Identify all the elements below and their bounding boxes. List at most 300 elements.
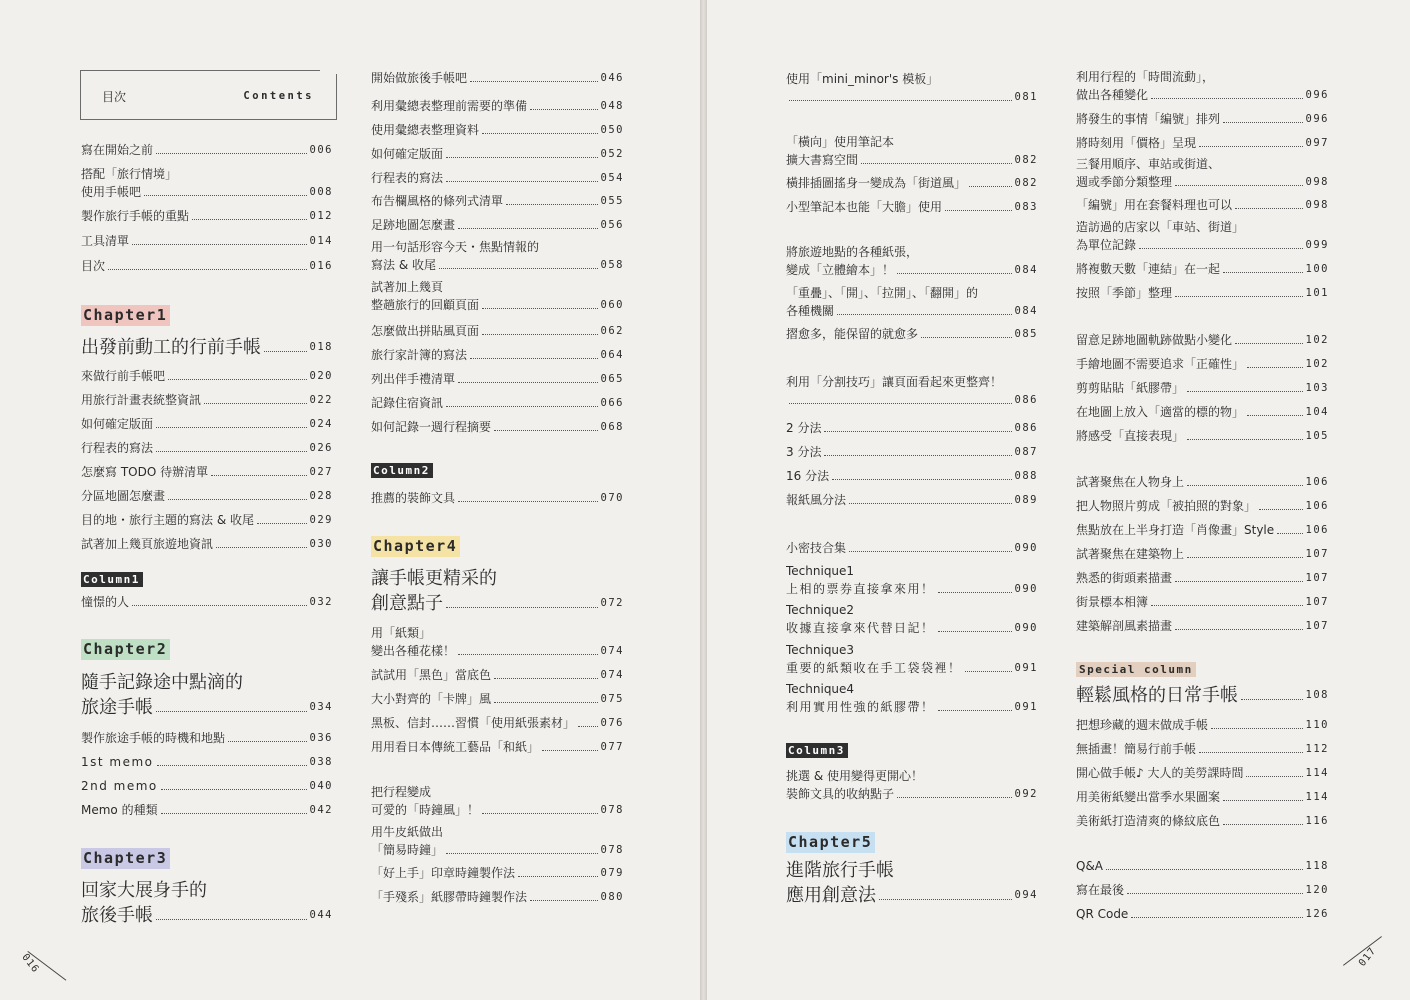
toc-entry (81, 777, 333, 795)
toc-leader-dots (1211, 728, 1303, 729)
toc-leader-dots (938, 631, 1012, 632)
toc-entry (371, 216, 624, 234)
toc-page-number: 108 (1305, 689, 1329, 701)
toc-page-number: 038 (309, 756, 333, 768)
toc-entry (81, 753, 333, 771)
toc-entry-row (786, 659, 1038, 677)
toc-page-number: 091 (1014, 662, 1038, 674)
toc-leader-dots (542, 750, 598, 751)
toc-entry (786, 491, 1038, 509)
toc-leader-dots (494, 430, 598, 431)
toc-entry-text-line: 試著加上幾頁 (371, 280, 444, 294)
toc-entry-row (1076, 284, 1329, 302)
toc-entry (81, 511, 333, 529)
toc-entry-row (371, 690, 624, 708)
toc-entry-title: 製作旅行手帳的重點 (81, 209, 190, 223)
toc-entry (371, 238, 624, 274)
toc-entry-title: 寫法 & 收尾 (371, 258, 436, 272)
toc-page-number: 087 (1014, 446, 1038, 458)
toc-leader-dots (938, 710, 1012, 711)
toc-entry (786, 680, 1038, 716)
toc-entry-lines (371, 823, 624, 841)
toc-entry (1076, 569, 1329, 587)
toc-page-number: 090 (1014, 542, 1038, 554)
toc-entry-title: 如何確定版面 (81, 417, 154, 431)
toc-entry-text-line: 將旅遊地點的各種紙張， (786, 245, 919, 259)
toc-entry (786, 443, 1038, 461)
toc-leader-dots (849, 503, 1012, 504)
toc-page-number: 102 (1305, 334, 1329, 346)
toc-page-number: 085 (1014, 328, 1038, 340)
toc-entry-row (1076, 134, 1329, 152)
toc-entry-lines (1076, 218, 1329, 236)
toc-entry-row (786, 419, 1038, 437)
toc-page-number: 116 (1305, 815, 1329, 827)
toc-entry (786, 373, 1038, 409)
toc-entry-text-line: 「橫向」使用筆記本 (786, 135, 895, 149)
toc-entry-title: 擴大書寫空間 (786, 153, 859, 167)
toc-leader-dots (789, 403, 1012, 404)
toc-page-number: 084 (1014, 305, 1038, 317)
toc-entry-title: 用美術紙變出當季水果圖案 (1076, 790, 1221, 804)
toc-entry-title: 輕鬆風格的日常手帳 (1076, 685, 1238, 706)
toc-entry-text-line: Technique3 (786, 643, 855, 657)
toc-entry-row (371, 841, 624, 859)
toc-page-number: 068 (600, 421, 624, 433)
toc-page-number: 086 (1014, 394, 1038, 406)
toc-entry-title: 週或季節分類整理 (1076, 175, 1173, 189)
toc-leader-dots (1151, 98, 1303, 99)
toc-page-number: 028 (309, 490, 333, 502)
toc-entry-row (786, 325, 1038, 343)
toc-leader-dots (439, 268, 598, 269)
toc-entry (1076, 764, 1329, 782)
toc-entry-title: 使用彙總表整理資料 (371, 123, 480, 137)
toc-entry-title: 推薦的裝飾文具 (371, 491, 456, 505)
right-page (707, 0, 1410, 1000)
toc-entry-row (81, 777, 333, 795)
toc-entry-row (786, 391, 1038, 409)
toc-entry (371, 489, 624, 507)
toc-leader-dots (1151, 605, 1303, 606)
toc-page-number: 052 (600, 148, 624, 160)
toc-entry (371, 394, 624, 412)
toc-page-number: 058 (600, 259, 624, 271)
book-gutter (700, 0, 707, 1000)
toc-entry-row (371, 121, 624, 139)
toc-leader-dots (108, 269, 307, 270)
toc-entry-title: 憧憬的人 (81, 595, 130, 609)
toc-entry-row (371, 591, 624, 616)
toc-leader-dots (458, 501, 598, 502)
toc-entry-title: 足跡地圖怎麼畫 (371, 218, 456, 232)
toc-entry-row (786, 151, 1038, 169)
toc-leader-dots (1223, 824, 1303, 825)
toc-entry-row (1076, 403, 1329, 421)
toc-entry (1076, 134, 1329, 152)
toc-entry-lines (786, 641, 1038, 659)
toc-page-number: 120 (1305, 884, 1329, 896)
toc-page-number: 077 (600, 741, 624, 753)
chapter2-title (81, 670, 333, 720)
toc-page-number: 016 (309, 260, 333, 272)
toc-page-number: 062 (600, 325, 624, 337)
toc-leader-dots (530, 900, 598, 901)
toc-entry (1076, 593, 1329, 611)
toc-entry (1076, 881, 1329, 899)
toc-leader-dots (211, 475, 306, 476)
toc-entry-title: 將感受「直接表現」 (1076, 429, 1185, 443)
toc-page-number: 030 (309, 538, 333, 550)
toc-page-number: 078 (600, 844, 624, 856)
toc-leader-dots (969, 186, 1012, 187)
toc-entry-row (371, 169, 624, 187)
toc-page-number: 114 (1305, 791, 1329, 803)
chapter4-title (371, 566, 624, 616)
toc-entry (786, 70, 1038, 106)
toc-entry-row (1076, 881, 1329, 899)
toc-entry (371, 624, 624, 660)
toc-leader-dots (446, 853, 598, 854)
toc-page-number: 098 (1305, 176, 1329, 188)
toc-entry-row (786, 785, 1038, 803)
toc-entry-title: 建築解剖風素描畫 (1076, 619, 1173, 633)
toc-page-number: 034 (309, 701, 333, 713)
toc-entry (371, 370, 624, 388)
toc-entry-row (786, 491, 1038, 509)
toc-entry-row (81, 232, 333, 250)
toc-entry-row (371, 394, 624, 412)
toc-page-number: 097 (1305, 137, 1329, 149)
toc-entry (1076, 218, 1329, 254)
toc-page-number: 107 (1305, 572, 1329, 584)
toc-entry (81, 463, 333, 481)
toc-entry-title: 在地圖上放入「適當的標的物」 (1076, 405, 1245, 419)
toc-entry-title: 黑板、信封……習慣「使用紙張素材」 (371, 716, 576, 730)
toc-entry (786, 467, 1038, 485)
toc-entry (371, 714, 624, 732)
toc-entry (786, 419, 1038, 437)
toc-entry-row (81, 753, 333, 771)
toc-entry-title: 重要的紙類收在手工袋袋裡！ (786, 661, 962, 675)
toc-entry-title: 行程表的寫法 (371, 171, 444, 185)
toc-page-number: 106 (1305, 524, 1329, 536)
toc-page-number: 014 (309, 235, 333, 247)
toc-leader-dots (446, 157, 598, 158)
toc-entry-title: 小型筆記本也能「大膽」使用 (786, 200, 943, 214)
toc-entry-text-line: Technique2 (786, 603, 855, 617)
toc-entry (1076, 812, 1329, 830)
toc-entry-text-line: 利用「分割技巧」讓頁面看起來更整齊！ (786, 375, 1003, 389)
toc-entry (371, 169, 624, 187)
toc-leader-dots (1259, 509, 1303, 510)
toc-entry-row (371, 97, 624, 115)
toc-page-number: 101 (1305, 287, 1329, 299)
toc-entry (371, 69, 624, 87)
toc-entry (786, 243, 1038, 279)
column3-tag: Column3 (786, 743, 848, 758)
toc-leader-dots (897, 273, 1012, 274)
toc-leader-dots (1131, 917, 1302, 918)
toc-entry-row (786, 619, 1038, 637)
toc-leader-dots (446, 406, 598, 407)
toc-entry (81, 257, 333, 275)
toc-entry-lines (371, 783, 624, 801)
toc-leader-dots (832, 479, 1011, 480)
toc-leader-dots (156, 711, 307, 712)
toc-entry-title: 收據直接拿來代替日記！ (786, 621, 935, 635)
toc-entry-title: 應用創意法 (786, 885, 876, 906)
toc-entry-row (786, 88, 1038, 106)
toc-entry (81, 232, 333, 250)
toc-leader-dots (921, 337, 1012, 338)
toc-leader-dots (945, 210, 1012, 211)
toc-leader-dots (824, 431, 1011, 432)
toc-entry-row (371, 418, 624, 436)
toc-entry-row (81, 415, 333, 433)
toc-leader-dots (458, 228, 598, 229)
toc-entry-row (81, 903, 333, 928)
toc-entry-row (81, 439, 333, 457)
toc-entry-title: 布告欄風格的條列式清單 (371, 194, 504, 208)
column1-tag: Column1 (81, 572, 143, 587)
toc-entry-lines (786, 373, 1038, 391)
toc-entry-row (371, 145, 624, 163)
toc-entry (1076, 497, 1329, 515)
toc-entry-title: 如何記錄一週行程摘要 (371, 420, 492, 434)
toc-entry-lines (1076, 155, 1329, 173)
toc-entry-row (371, 864, 624, 882)
left-page (0, 0, 700, 1000)
toc-entry-row (371, 666, 624, 684)
toc-entry-title: 寫在最後 (1076, 883, 1125, 897)
toc-entry-title: 出發前動工的行前手帳 (81, 337, 261, 358)
toc-entry (1076, 379, 1329, 397)
toc-page-number: 107 (1305, 548, 1329, 560)
toc-entry-lines (786, 70, 1038, 88)
toc-entry-row (1076, 740, 1329, 758)
toc-entry-row (786, 174, 1038, 192)
toc-leader-dots (156, 153, 307, 154)
contents-header-box (80, 70, 337, 120)
toc-entry (371, 783, 624, 819)
toc-entry-title: 旅後手帳 (81, 905, 153, 926)
special-column-title (1076, 683, 1329, 708)
toc-entry (371, 418, 624, 436)
toc-page-number: 024 (309, 418, 333, 430)
toc-entry-title: Memo 的種類 (81, 803, 158, 817)
toc-page-number: 106 (1305, 476, 1329, 488)
toc-entry-title: 如何確定版面 (371, 147, 444, 161)
toc-leader-dots (1106, 869, 1303, 870)
toc-entry-text-line: 造訪過的店家以「車站、街道」 (1076, 220, 1245, 234)
toc-entry-row (1076, 545, 1329, 563)
toc-page-number: 066 (600, 397, 624, 409)
toc-entry-title: 各種機關 (786, 304, 835, 318)
toc-entry (371, 322, 624, 340)
toc-page-number: 110 (1305, 719, 1329, 731)
toc-entry (786, 562, 1038, 598)
toc-entry-text-line: 把行程變成 (371, 785, 432, 799)
toc-entry (1076, 473, 1329, 491)
toc-entry-row (81, 511, 333, 529)
toc-page-number: 018 (309, 341, 333, 353)
toc-entry-title: 試試用「黑色」當底色 (371, 668, 492, 682)
toc-entry-title: 摺愈多，能保留的就愈多 (786, 327, 919, 341)
toc-entry-lines (786, 858, 1038, 883)
toc-page-number: 096 (1305, 89, 1329, 101)
toc-page-number: 032 (309, 596, 333, 608)
toc-entry-title: 街景標本相簿 (1076, 595, 1149, 609)
toc-entry-title: 目的地・旅行主題的寫法 & 收尾 (81, 513, 254, 527)
toc-entry-title: 「簡易時鐘」 (371, 843, 444, 857)
toc-entry (371, 888, 624, 906)
toc-entry-title: 美術紙打造清爽的條紋底色 (1076, 814, 1221, 828)
toc-entry-title: 將時刻用「價格」呈現 (1076, 136, 1197, 150)
toc-entry-row (786, 883, 1038, 908)
toc-entry (81, 801, 333, 819)
toc-entry-title: 16 分法 (786, 469, 830, 483)
toc-leader-dots (789, 100, 1012, 101)
toc-entry-title: 為單位記錄 (1076, 238, 1137, 252)
toc-entry (81, 141, 333, 159)
chapter3-tag: Chapter3 (81, 848, 170, 869)
toc-entry-row (1076, 379, 1329, 397)
toc-page-number: 048 (600, 100, 624, 112)
toc-page-number: 083 (1014, 201, 1038, 213)
toc-entry-row (81, 535, 333, 553)
toc-leader-dots (494, 678, 598, 679)
toc-entry-title: 小密技合集 (786, 541, 847, 555)
column2-tag: Column2 (371, 463, 433, 478)
toc-entry-lines (371, 278, 624, 296)
toc-entry (371, 823, 624, 859)
toc-entry-title: 報紙風分法 (786, 493, 847, 507)
toc-leader-dots (1246, 776, 1302, 777)
toc-entry-title: 創意點子 (371, 593, 443, 614)
toc-leader-dots (264, 351, 307, 352)
toc-leader-dots (470, 81, 598, 82)
toc-entry-title: 橫排插圖搖身一變成為「街道風」 (786, 176, 967, 190)
toc-entry-lines (81, 165, 333, 183)
toc-entry-row (1076, 683, 1329, 708)
toc-entry (371, 145, 624, 163)
toc-page-number: 092 (1014, 788, 1038, 800)
toc-entry (786, 539, 1038, 557)
toc-entry-lines (786, 562, 1038, 580)
toc-entry (786, 198, 1038, 216)
toc-page-number: 088 (1014, 470, 1038, 482)
toc-entry-title: Q&A (1076, 859, 1104, 873)
toc-entry-title: 1st memo (81, 755, 154, 769)
toc-entry-row (786, 302, 1038, 320)
toc-page-number: 091 (1014, 701, 1038, 713)
toc-page-number: 105 (1305, 430, 1329, 442)
toc-entry-title: 試著加上幾頁旅遊地資訊 (81, 537, 214, 551)
toc-entry-row (81, 183, 333, 201)
toc-entry-lines (786, 680, 1038, 698)
toc-entry (1076, 110, 1329, 128)
toc-entry (81, 415, 333, 433)
chapter5-tag: Chapter5 (786, 832, 875, 853)
toc-entry (371, 97, 624, 115)
toc-entry-row (1076, 236, 1329, 254)
toc-entry-title: 可愛的「時鐘風」！ (371, 803, 480, 817)
toc-page-number: 008 (309, 186, 333, 198)
toc-entry-row (1076, 86, 1329, 104)
toc-entry (1076, 617, 1329, 635)
toc-entry (81, 367, 333, 385)
toc-entry-title: 裝飾文具的收納點子 (786, 787, 895, 801)
toc-page-number: 098 (1305, 199, 1329, 211)
toc-leader-dots (1127, 893, 1303, 894)
toc-entry (371, 121, 624, 139)
toc-entry-text-line: 挑選 & 使用變得更開心！ (786, 769, 923, 783)
toc-entry-row (1076, 569, 1329, 587)
toc-page-number: 064 (600, 349, 624, 361)
toc-entry-row (371, 192, 624, 210)
toc-entry (786, 601, 1038, 637)
toc-entry-row (1076, 427, 1329, 445)
toc-entry-title: 整趟旅行的回顧頁面 (371, 298, 480, 312)
toc-page-number: 089 (1014, 494, 1038, 506)
page-number-left: 016 (19, 952, 41, 976)
toc-entry-lines (786, 243, 1038, 261)
toc-leader-dots (1199, 752, 1303, 753)
toc-entry-title: 怎麼寫 TODO 待辦清單 (81, 465, 209, 479)
toc-entry-row (81, 487, 333, 505)
toc-page-number: 029 (309, 514, 333, 526)
special-column-tag: Special column (1076, 662, 1196, 677)
toc-entry (1076, 403, 1329, 421)
toc-entry (81, 439, 333, 457)
toc-page-number: 106 (1305, 500, 1329, 512)
toc-entry-title: 變出各種花樣！ (371, 644, 456, 658)
toc-entry-title: 焦點放在上半身打造「肖像畫」Style (1076, 523, 1275, 537)
toc-entry-lines (1076, 68, 1329, 86)
toc-page-number: 107 (1305, 620, 1329, 632)
toc-leader-dots (824, 455, 1011, 456)
toc-entry-row (81, 729, 333, 747)
toc-entry-row (1076, 788, 1329, 806)
toc-entry-row (371, 346, 624, 364)
toc-entry (1076, 196, 1329, 214)
toc-leader-dots (494, 702, 598, 703)
toc-page-number: 065 (600, 373, 624, 385)
toc-entry-row (81, 367, 333, 385)
toc-leader-dots (458, 382, 598, 383)
toc-entry-title: 熟悉的街頭素描畫 (1076, 571, 1173, 585)
toc-entry-row (371, 216, 624, 234)
toc-entry-lines (81, 878, 333, 903)
toc-entry-lines (786, 601, 1038, 619)
toc-entry-lines (81, 670, 333, 695)
toc-entry (786, 284, 1038, 320)
toc-entry-row (1076, 593, 1329, 611)
toc-leader-dots (1223, 122, 1303, 123)
toc-page-number: 079 (600, 867, 624, 879)
toc-entry-title: QR Code (1076, 907, 1129, 921)
toc-leader-dots (1235, 343, 1303, 344)
toc-entry-title: 變成「立體繪本」！ (786, 263, 895, 277)
toc-entry-text-line: Technique4 (786, 682, 855, 696)
toc-page-number: 020 (309, 370, 333, 382)
toc-entry-row (786, 261, 1038, 279)
chapter1-title (81, 335, 333, 360)
toc-leader-dots (1241, 699, 1303, 700)
toc-page-number: 026 (309, 442, 333, 454)
toc-entry-row (786, 467, 1038, 485)
